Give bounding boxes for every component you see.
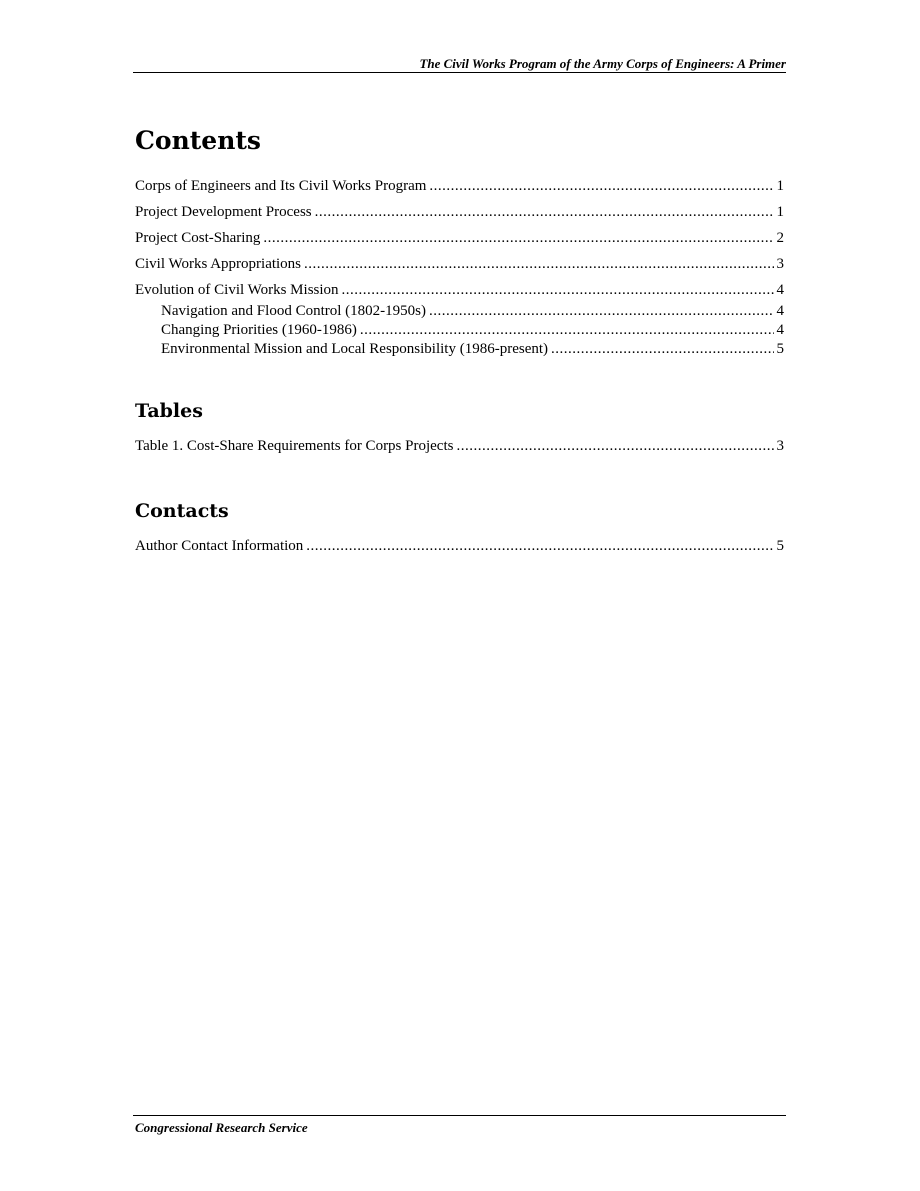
toc-entry[interactable] xyxy=(135,281,784,300)
toc-entry-label: Project Cost-Sharing xyxy=(135,230,261,246)
toc-subentry[interactable] xyxy=(135,321,784,340)
dot-leader xyxy=(315,203,774,222)
running-footer: Congressional Research Service xyxy=(135,1120,308,1135)
toc-entry-page: 5 xyxy=(776,341,784,357)
toc-entry-page: 4 xyxy=(776,303,784,319)
header-rule xyxy=(133,72,786,73)
dot-leader xyxy=(263,229,773,248)
toc-entry[interactable] xyxy=(135,537,784,556)
contacts-heading: Contacts xyxy=(135,500,229,522)
dot-leader xyxy=(429,177,773,196)
toc-entry-label: Changing Priorities (1960-1986) xyxy=(161,322,357,338)
toc-entry-label: Table 1. Cost-Share Requirements for Corps Projects xyxy=(135,438,454,454)
toc-entry[interactable] xyxy=(135,203,784,222)
toc-entry-page: 5 xyxy=(776,538,784,554)
dot-leader xyxy=(360,321,774,340)
dot-leader xyxy=(456,437,773,456)
toc-entry-page: 3 xyxy=(776,438,784,454)
dot-leader xyxy=(429,302,774,321)
toc-entry-label: Corps of Engineers and Its Civil Works Program xyxy=(135,178,427,194)
toc-subentry[interactable] xyxy=(135,340,784,359)
toc-entry-label: Civil Works Appropriations xyxy=(135,256,302,272)
running-header: The Civil Works Program of the Army Corps of Engineers: A Primer xyxy=(419,56,786,71)
toc-entry-label: Environmental Mission and Local Responsibility (1986-present) xyxy=(161,341,549,357)
dot-leader xyxy=(551,340,773,359)
contents-heading: Contents xyxy=(135,126,262,155)
toc-entry-page: 4 xyxy=(776,322,784,338)
dot-leader xyxy=(304,255,773,274)
toc-subentry[interactable] xyxy=(135,302,784,321)
contents-list xyxy=(135,177,784,366)
toc-entry[interactable] xyxy=(135,229,784,248)
toc-entry-page: 1 xyxy=(776,178,784,194)
tables-heading: Tables xyxy=(135,400,203,422)
toc-entry-label: Author Contact Information xyxy=(135,538,304,554)
toc-entry[interactable] xyxy=(135,255,784,274)
tables-list xyxy=(135,437,784,463)
toc-entry-label: Navigation and Flood Control (1802-1950s) xyxy=(161,303,426,319)
dot-leader xyxy=(342,281,774,300)
toc-entry[interactable] xyxy=(135,437,784,456)
toc-entry-page: 4 xyxy=(776,282,784,298)
contacts-list xyxy=(135,537,784,563)
toc-entry-page: 1 xyxy=(776,204,784,220)
footer-rule xyxy=(133,1115,786,1116)
toc-entry-label: Project Development Process xyxy=(135,204,312,220)
toc-entry-label: Evolution of Civil Works Mission xyxy=(135,282,339,298)
toc-entry-page: 2 xyxy=(776,230,784,246)
toc-entry[interactable] xyxy=(135,177,784,196)
toc-entry-page: 3 xyxy=(776,256,784,272)
dot-leader xyxy=(306,537,773,556)
